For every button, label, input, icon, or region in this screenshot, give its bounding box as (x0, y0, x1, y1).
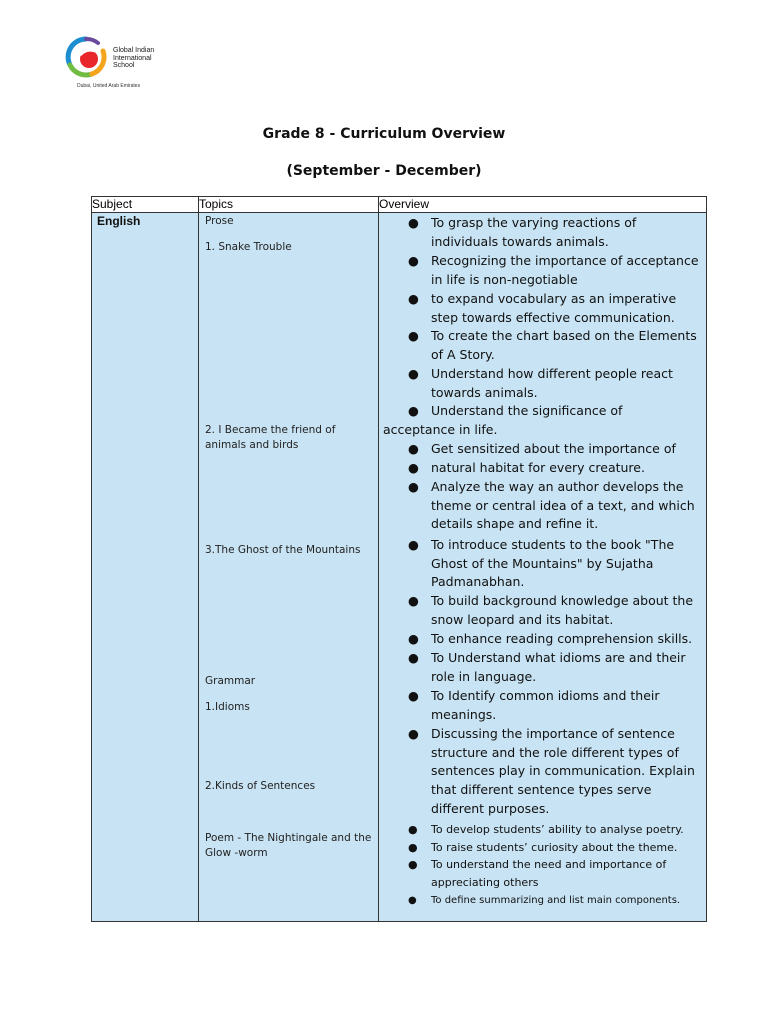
list-item: ● To create the chart based on the Elements of A Story. (408, 328, 697, 362)
page-subtitle: (September - December) (286, 163, 482, 179)
topic-prose: Prose (205, 215, 234, 227)
list-item: ● To develop students’ ability to analyse poetry. (408, 823, 684, 836)
school-logo (62, 33, 172, 93)
subject-name: English (97, 214, 141, 228)
list-item: ● To build background knowledge about the snow leopard and its habitat. (408, 593, 694, 627)
school-location: Dubai, United Arab Emirates (77, 83, 141, 89)
topic-kinds-of-sentences: 2.Kinds of Sentences (205, 780, 316, 792)
list-item: ● To Understand what idioms are and their role in language. (408, 650, 686, 684)
topic-friend-of-animals: 2. I Became the friend of animals and birds (205, 424, 336, 451)
list-item: ● Understand how different people react towards animals. (408, 366, 673, 400)
topic-snake-trouble: 1. Snake Trouble (205, 241, 292, 253)
header-topics: Topics (199, 197, 379, 213)
list-item: ● Understand the significance of (408, 403, 623, 418)
school-name: Global Indian International School (113, 47, 155, 69)
list-item: ● to expand vocabulary as an imperative step towards effective communication. (408, 291, 677, 325)
page-title: Grade 8 - Curriculum Overview (262, 126, 506, 142)
list-item: ● To Identify common idioms and their meanings. (408, 688, 660, 722)
list-item: ● To raise students’ curiosity about the theme. (408, 841, 678, 854)
list-item: ● natural habitat for every creature. (408, 460, 645, 475)
list-item: ● Get sensitized about the importance of (408, 441, 676, 456)
topic-grammar: Grammar (205, 675, 256, 687)
school-logo-icon (62, 33, 110, 81)
subject-cell (92, 213, 199, 922)
list-item: ● To enhance reading comprehension skills. (408, 631, 693, 646)
list-item: ● To define summarizing and list main components. (408, 895, 681, 906)
list-item: ● Discussing the importance of sentence structure and the role different types of sentences play in communication. Explain that different sentence types serve different purposes. (408, 726, 695, 816)
topic-ghost-of-mountains: 3.The Ghost of the Mountains (205, 544, 361, 556)
list-item: ● To understand the need and importance of appreciating others (408, 858, 667, 889)
topics-cell (199, 213, 379, 922)
header-overview: Overview (379, 197, 707, 213)
topic-poem: Poem - The Nightingale and the Glow -worm (205, 832, 372, 859)
header-subject: Subject (92, 197, 199, 213)
curriculum-table (91, 196, 707, 922)
overview-cell (379, 213, 707, 922)
list-item: ● To introduce students to the book "The Ghost of the Mountains" by Sujatha Padmanabhan. (408, 537, 675, 590)
table-header-row (92, 197, 707, 213)
topic-idioms: 1.Idioms (205, 701, 250, 713)
list-item: ● Recognizing the importance of acceptance in life is non-negotiable (408, 253, 699, 287)
table-row (92, 213, 707, 922)
list-item: ● Analyze the way an author develops the theme or central idea of a text, and which details shape and refine it. (408, 479, 695, 532)
list-item: ● To grasp the varying reactions of individuals towards animals. (408, 215, 637, 249)
list-item: acceptance in life. (383, 422, 498, 437)
